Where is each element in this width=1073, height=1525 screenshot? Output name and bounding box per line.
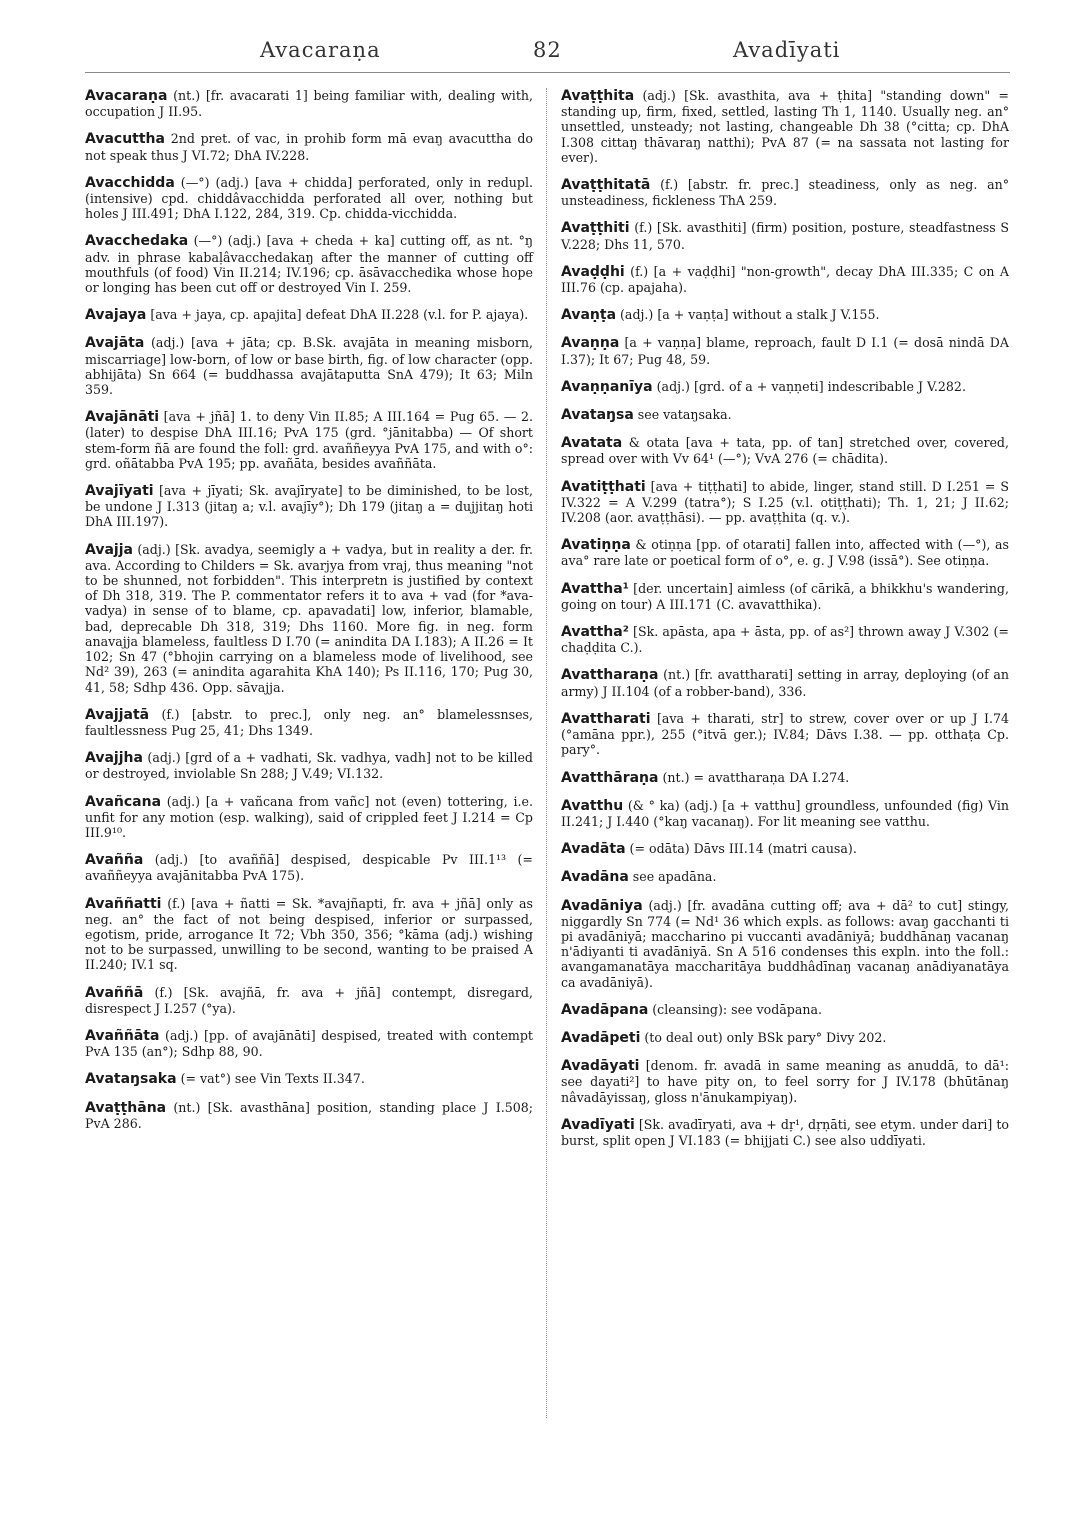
dictionary-entry [561,479,1009,526]
entry-headword: Avadāpeti [561,1029,641,1046]
entry-headword: Avadīyati [561,1116,635,1133]
dictionary-entry [85,233,533,295]
entry-definition: (adj.) [Sk. avasthita, ava + ṭhita] "standing down" = standing up, firm, fixed, settled, lasting Th 1, 1140. Usually neg. an° unsettled, unsteady; not lasting, changeable Dh 38 (°citta; cp. DhA I.308 cittaŋ thāvaraŋ natthi); PvA 87 (= na sassata not lasting for ever). [561,88,1009,165]
entry-definition: (adj.) [fr. avadāna cutting off; ava + dā² to cut] stingy, niggardly Sn 774 (= Nd¹ 36 which expls. as follows: avaŋ gacchanti ti pi avadāniyā; maccharino pi vuccanti avadāniyā; buddhānaŋ vacanaŋ n'ādiyanti ti avadāniyā. Sn A 516 condenses this expln. into the foll.: avangamanatāya maccharitāya buddhâdīnaŋ vacanaŋ anādiyanatāya ca avadāniyā). [561,897,1009,990]
dictionary-entry [561,1058,1009,1105]
dictionary-entry [561,841,1009,857]
dictionary-entry [561,220,1009,251]
right-column [561,88,1009,1160]
entry-definition: (f.) [Sk. avasthiti] (firm) position, posture, steadfastness S V.228; Dhs 11, 570. [561,220,1009,252]
entry-headword: Avajāta [85,335,145,352]
entry-definition: [Sk. apāsta, apa + āsta, pp. of as²] thrown away J V.302 (= chaḍḍita C.). [561,624,1009,656]
entry-definition: (nt.) = avattharaṇa DA I.274. [658,769,850,785]
entry-headword: Avataŋsaka [85,1071,177,1088]
entry-definition: (& ° ka) (adj.) [a + vatthu] groundless, unfounded (fig) Vin II.241; J I.440 (°kaŋ vacanaŋ). For lit meaning see vatthu. [561,797,1009,829]
dictionary-entry [561,264,1009,295]
entry-headword: Avañcana [85,793,162,810]
dictionary-entry [85,131,533,162]
entry-definition: (adj.) [to avaññā] despised, despicable Pv III.1¹³ (= avaññeyya avajānitabba PvA 175). [85,852,533,884]
entry-definition: [a + vaṇṇa] blame, reproach, fault D I.1 (= dosā nindā DA I.37); It 67; Pug 48, 59. [561,335,1009,367]
dictionary-entry [85,852,533,883]
entry-definition: (to deal out) only BSk pary° Divy 202. [640,1029,887,1045]
dictionary-entry [561,1002,1009,1018]
entry-definition: see apadāna. [628,869,717,885]
entry-definition: (f.) [abstr. fr. prec.] steadiness, only as neg. an° unsteadiness, fickleness ThA 259. [561,177,1009,209]
entry-headword: Avadāpana [561,1001,649,1018]
header-right-keyword: Avadīyati [733,38,841,62]
entry-definition: (= vat°) see Vin Texts II.347. [176,1071,365,1087]
entry-headword: Avacchedaka [85,233,189,250]
dictionary-entry [561,770,1009,786]
dictionary-entry [85,335,533,397]
dictionary-entry [561,667,1009,698]
entry-headword: Avadāta [561,841,626,858]
entry-definition: (adj.) [a + vañcana from vañc] not (even) tottering, i.e. unfit for any motion (esp. walking), said of crippled feet J I.214 = Cp III.9¹⁰. [85,793,533,840]
entry-headword: Avatiṭṭhati [561,478,646,495]
entry-definition: (f.) [Sk. avajñā, fr. ava + jñā] contempt, disregard, disrespect J I.257 (°ya). [85,984,533,1016]
entry-headword: Avaṭṭhitatā [561,177,651,194]
entry-definition: [ava + tharati, str] to strew, cover over or up J I.74 (°amāna ppr.), 255 (°itvā ger.); IV.84; Dāvs I.38. — pp. otthaṭa Cp. pary°. [561,710,1009,758]
dictionary-entry [561,1030,1009,1046]
dictionary-entry [85,750,533,781]
dictionary-entry [561,88,1009,165]
entry-definition: [Sk. avadīryati, ava + dṛ¹, dṛṇāti, see etym. under dari] to burst, split open J VI.183 (= bhijjati C.) see also uddīyati. [561,1116,1009,1148]
entry-headword: Avatiṇṇa [561,537,631,554]
entry-headword: Avacuttha [85,131,165,148]
entry-headword: Avacaraṇa [85,88,168,104]
entry-definition: (f.) [a + vaḍḍhi] "non-growth", decay DhA III.335; C on A III.76 (cp. apajaha). [561,263,1009,296]
dictionary-entry [85,542,533,695]
dictionary-entry [561,307,1009,323]
left-column [85,88,533,1143]
entry-headword: Avaṭṭhāna [85,1099,167,1116]
entry-headword: Avadāniya [561,897,643,914]
entry-headword: Avajja [85,541,133,558]
entry-definition: [ava + tiṭṭhati] to abide, linger, stand still. D I.251 = S IV.322 = A V.299 (tatra°); S I.25 (v.l. otiṭṭhati); Th. 1, 21; J II.62; IV.208 (aor. avaṭṭhāsi). — pp. avaṭṭhita (q. v.). [561,478,1009,526]
entry-definition: (nt.) [fr. avacarati 1] being familiar with, dealing with, occupation J II.95. [85,88,533,120]
entry-headword: Avaṇṇa [561,335,620,352]
dictionary-entry [85,707,533,738]
header-rule [85,72,1010,73]
entry-definition: (= odāta) Dāvs III.14 (matri causa). [625,841,857,857]
entry-definition: (adj.) [pp. of avajānāti] despised, treated with contempt PvA 135 (an°); Sdhp 88, 90. [85,1027,533,1060]
dictionary-entry [561,177,1009,208]
entry-headword: Avacchidda [85,174,175,191]
dictionary-entry [85,483,533,530]
dictionary-entry [85,175,533,222]
entry-headword: Avadāyati [561,1058,640,1075]
entry-definition: (—°) (adj.) [ava + chidda] perforated, only in redupl. (intensive) cpd. chiddâvacchidda perforated all over, nothing but holes J III.491; DhA I.122, 284, 319. Cp. chidda-vicchidda. [85,174,533,222]
entry-headword: Avadāna [561,869,629,886]
entry-headword: Avañña [85,852,144,869]
entry-headword: Avajīyati [85,483,154,500]
entry-definition: (nt.) [Sk. avasthāna] position, standing place J I.508; PvA 286. [85,1099,533,1131]
entry-definition: (nt.) [fr. avattharati] setting in array, deploying (of an army) J II.104 (of a robber-band), 336. [561,667,1009,699]
entry-headword: Avattha² [561,624,629,641]
entry-definition: (f.) [abstr. to prec.], only neg. an° blamelessnses, faultlessness Pug 25, 41; Dhs 1349. [85,706,533,738]
entry-headword: Avaṇṇanīya [561,378,653,395]
dictionary-entry [561,898,1009,990]
entry-headword: Avaṇṭa [561,307,617,324]
entry-definition: (—°) (adj.) [ava + cheda + ka] cutting off, as nt. °ŋ adv. in phrase kabaḷâvacchedakaŋ after the manner of cutting off mouthfuls (of food) Vin II.214; IV.196; cp. āsāvacchedika whose hope or longing has been cut off or destroyed Vin I. 259. [85,233,533,296]
entry-definition: & otiṇṇa [pp. of otarati] fallen into, affected with (—°), as ava° rare late or poetical form of o°, e. g. J V.98 (issā°). See otiṇṇa. [561,537,1009,569]
entry-definition: & otata [ava + tata, pp. of tan] stretched over, covered, spread over with Vv 64¹ (—°); VvA 276 (= chādita). [561,435,1009,467]
dictionary-entry [85,985,533,1016]
dictionary-entry [85,88,533,119]
dictionary-entry [85,1100,533,1131]
entry-headword: Avajānāti [85,409,160,426]
column-divider [546,88,547,1418]
dictionary-entry [561,798,1009,829]
dictionary-entry [561,379,1009,395]
entry-definition: (adj.) [Sk. avadya, seemigly a + vadya, but in reality a der. fr. ava. According to Childers = Sk. avarjya from vraj, thus meaning "not to be shunned, not forbidden". This interpretn is justified by context of Dh 318, 319. The P. commentator refers it to ava + vad (for *ava-vadya) in sense of to blame, cp. apavadati] low, inferior, blamable, bad, deprecable Dh 318, 319; Dhs 1160. More fig. in neg. form anavajja blameless, faultless D I.70 (= anindita DA I.183); A II.26 = It 102; Sn 47 (°bhojin carrying on a blameless mode of livelihood, see Nd² 39), 263 (= anindita agarahita KhA 140); Ps II.116, 170; Pug 30, 41, 58; Sdhp 436. Opp. sāvajja. [85,541,533,695]
entry-definition: [denom. fr. avadā in same meaning as anuddā, to dā¹: see dayati²] to have pity on, to feel sorry for J IV.178 (bhūtānaŋ nâvadāyissaŋ, gloss n'ānukampiyaŋ). [561,1058,1009,1105]
dictionary-entry [561,1117,1009,1148]
running-header [85,38,1010,68]
entry-definition: [ava + jñā] 1. to deny Vin II.85; A III.164 = Pug 65. — 2. (later) to despise DhA III.16; PvA 175 (grd. °jānitabba) — Of short stem-form ñā are found the foll: grd. avaññeyya PvA 175, and with o°: grd. oñātabba PvA 195; pp. avañāta, besides avaññāta. [85,409,533,471]
entry-headword: Avaṭṭhita [561,88,635,104]
header-left-keyword: Avacaraṇa [260,38,381,62]
entry-headword: Avajjatā [85,706,150,723]
dictionary-entry [85,307,533,323]
entry-headword: Avajjha [85,750,143,767]
entry-definition: [ava + jīyati; Sk. avajīryate] to be diminished, to be lost, be undone J I.313 (jitaŋ a; v.l. avajīy°); Dh 179 (jitaŋ a = dujjitaŋ hoti DhA III.197). [85,483,533,530]
dictionary-entry [561,869,1009,885]
entry-headword: Avattharati [561,710,651,727]
entry-headword: Avaññatti [85,895,162,912]
entry-definition: (adj.) [grd. of a + vaṇṇeti] indescribable J V.282. [652,378,966,394]
entry-headword: Avattharaṇa [561,667,659,684]
entry-headword: Avaṭṭhiti [561,220,630,237]
entry-headword: Avattha¹ [561,580,629,597]
dictionary-entry [561,537,1009,568]
entry-headword: Avataŋsa [561,407,634,424]
entry-definition: (adj.) [ava + jāta; cp. B.Sk. avajāta in meaning misborn, miscarriage] low-born, of low or base birth, fig. of low character (opp. abhijāta) Sn 664 (= buddhassa avajātaputta SnA 479); It 63; Miln 359. [85,335,533,398]
page-number: 82 [533,38,562,62]
entry-definition: 2nd pret. of vac, in prohib form mā evaŋ avacuttha do not speak thus J VI.72; DhA IV.228. [85,131,533,163]
dictionary-entry [85,1071,533,1087]
dictionary-entry [561,335,1009,366]
entry-headword: Avaññā [85,984,144,1001]
dictionary-entry [85,794,533,841]
entry-headword: Avajaya [85,307,147,324]
dictionary-entry [85,896,533,973]
dictionary-entry [561,407,1009,423]
entry-headword: Avaññāta [85,1027,160,1044]
entry-headword: Avatthu [561,797,624,814]
entry-definition: (adj.) [a + vaṇṭa] without a stalk J V.155. [616,307,880,323]
entry-definition: [der. uncertain] aimless (of cārikā, a bhikkhu's wandering, going on tour) A III.171 (C. avavatthika). [561,580,1009,612]
dictionary-entry [561,581,1009,612]
entry-headword: Avaḍḍhi [561,263,625,280]
entry-definition: (adj.) [grd of a + vadhati, Sk. vadhya, vadh] not to be killed or destroyed, inviolable Sn 288; J V.49; VI.132. [85,750,533,782]
entry-headword: Avatata [561,435,623,452]
entry-headword: Avatthāraṇa [561,769,659,786]
entry-definition: (cleansing): see vodāpana. [648,1001,822,1017]
entry-definition: [ava + jaya, cp. apajita] defeat DhA II.228 (v.l. for P. ajaya). [146,307,529,323]
dictionary-entry [85,409,533,471]
dictionary-entry [561,435,1009,466]
entry-definition: see vataŋsaka. [633,407,732,423]
dictionary-entry [85,1028,533,1059]
dictionary-entry [561,711,1009,758]
dictionary-entry [561,624,1009,655]
entry-definition: (f.) [ava + ñatti = Sk. *avajñapti, fr. ava + jñā] only as neg. an° the fact of not being despised, inferior or surpassed, egotism, pride, arrogance It 72; Vbh 350, 356; °kāma (adj.) wishing not to be surpassed, unwilling to be second, wanting to be praised A II.240; IV.1 sq. [85,895,533,973]
